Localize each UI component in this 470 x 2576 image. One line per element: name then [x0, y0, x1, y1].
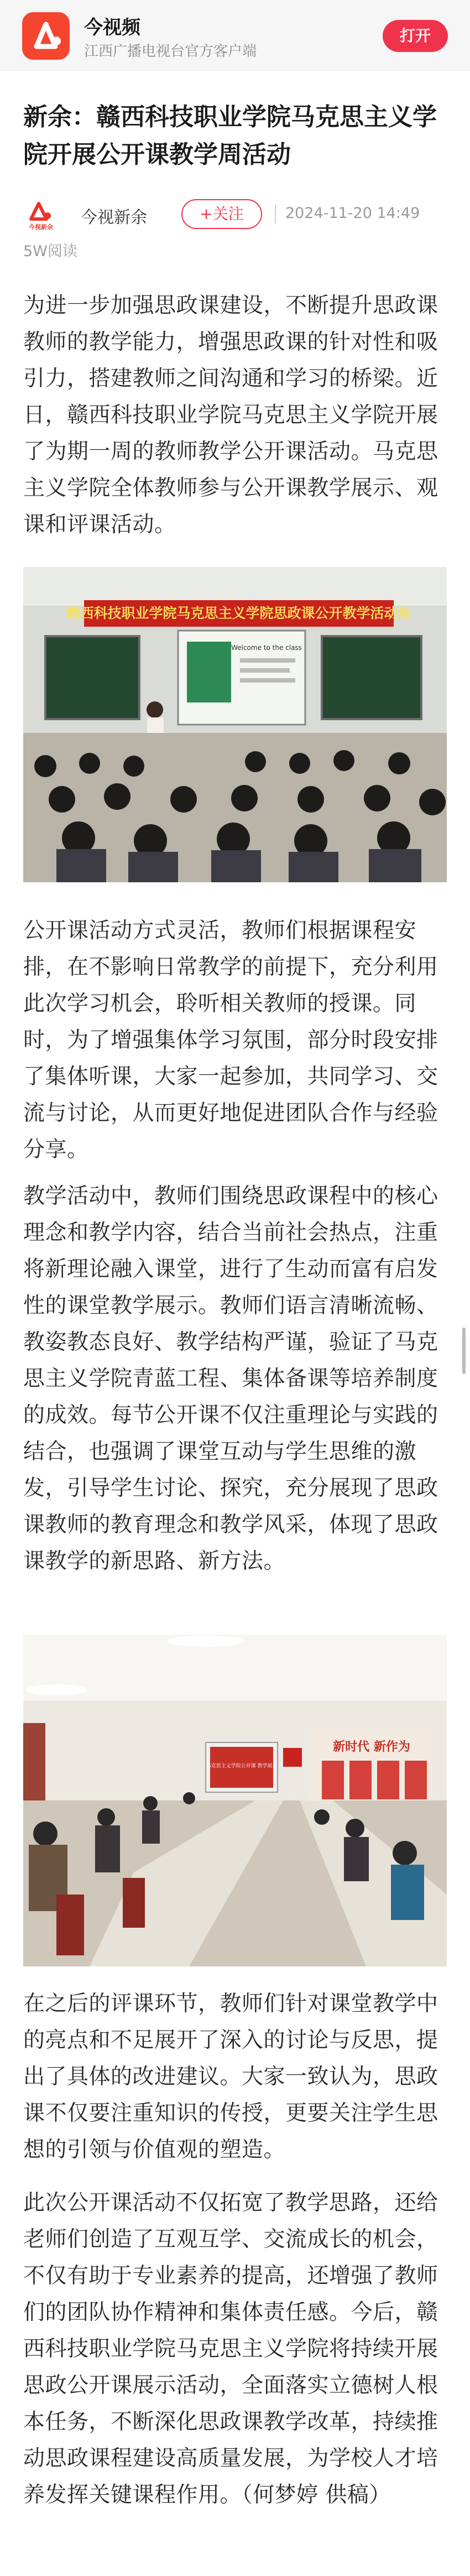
avatar[interactable] — [23, 197, 59, 232]
article-paragraph: 教学活动中，教师们围绕思政课程中的核心理念和教学内容，结合当前社会热点，注重将新理论融入课堂，进行了生动而富有启发性的课堂教学展示。教师们语言清晰流畅、教姿教态良好、教学结构严谨，验证了马克思主义学院青蓝工程、集体备课等培养制度的成效。每节公开课不仅注重理论与实践的结合，也强调了课堂互动与学生思维的激发，引导学生讨论、探究，充分展现了思政课教师的教育理念和教学风采，体现了思政课教学的新思路、新方法。 — [23, 1184, 438, 1574]
author-name[interactable]: 今视新余 — [81, 208, 147, 227]
photo-banner-text: 赣西科技职业学院马克思主义学院思政课公开教学活动周 — [66, 605, 412, 621]
scrollbar[interactable] — [462, 1328, 466, 1374]
article-title: 新余：赣西科技职业学院马克思主义学院开展公开课教学周活动 — [23, 103, 437, 169]
divider — [275, 205, 276, 223]
app-description: 江西广播电视台官方客户端 — [84, 43, 257, 60]
read-count: 5W阅读 — [23, 243, 77, 260]
article-paragraph: 公开课活动方式灵活，教师们根据课程安排，在不影响日常教学的前提下，充分利用此次学习机会，聆听相关教师的授课。同时，为了增强集体学习氛围，部分时段安排了集体听课，大家一起参加，共同学习、交流与讨论，从而更好地促进团队合作与经验分享。 — [23, 918, 438, 1162]
article-paragraph: 为进一步加强思政课建设，不断提升思政课教师的教学能力，增强思政课的针对性和吸引力，搭建教师之间沟通和学习的桥梁。近日，赣西科技职业学院马克思主义学院开展了为期一周的教师教学公开课活动。马克思主义学院全体教师参与公开课教学展示、观课和评课活动。 — [23, 293, 438, 537]
avatar-label: 今视新余 — [29, 223, 53, 231]
meeting-slide-text: 马克思主义学院公开课 教学展示 — [206, 1763, 278, 1769]
classroom-photo[interactable] — [23, 567, 447, 882]
app-download-banner — [0, 0, 470, 71]
follow-button[interactable]: +关注 — [181, 199, 262, 229]
article-paragraph: 在之后的评课环节，教师们针对课堂教学中的亮点和不足展开了深入的讨论与反思，提出了具体的改进建议。大家一致认为，思政课不仅要注重知识的传授，更要关注学生思想的引领与价值观的塑造。 — [23, 1991, 438, 2162]
screen-slide-text: Welcome to the class — [231, 644, 302, 652]
open-app-button[interactable]: 打开 — [383, 20, 448, 52]
article-paragraph: 此次公开课活动不仅拓宽了教学思路，还给老师们创造了互观互学、交流成长的机会，不仅有助于专业素养的提高，还增强了教师们的团队协作精神和集体责任感。今后，赣西科技职业学院马克思主义学院将持续开展思政公开课展示活动，全面落实立德树人根本任务，不断深化思政课教学改革，持续推动思政课程建设高质量发展，为学校人才培养发挥关键课程作用。（何梦婷 供稿） — [23, 2190, 438, 2507]
wall-board-text: 新时代 新作为 — [333, 1740, 410, 1754]
author-row — [23, 197, 447, 232]
publish-date: 2024-11-20 14:49 — [285, 205, 420, 222]
app-name: 今视频 — [84, 17, 140, 39]
play-logo-icon[interactable] — [22, 12, 70, 60]
evaluation-meeting-photo[interactable] — [23, 1635, 447, 1966]
